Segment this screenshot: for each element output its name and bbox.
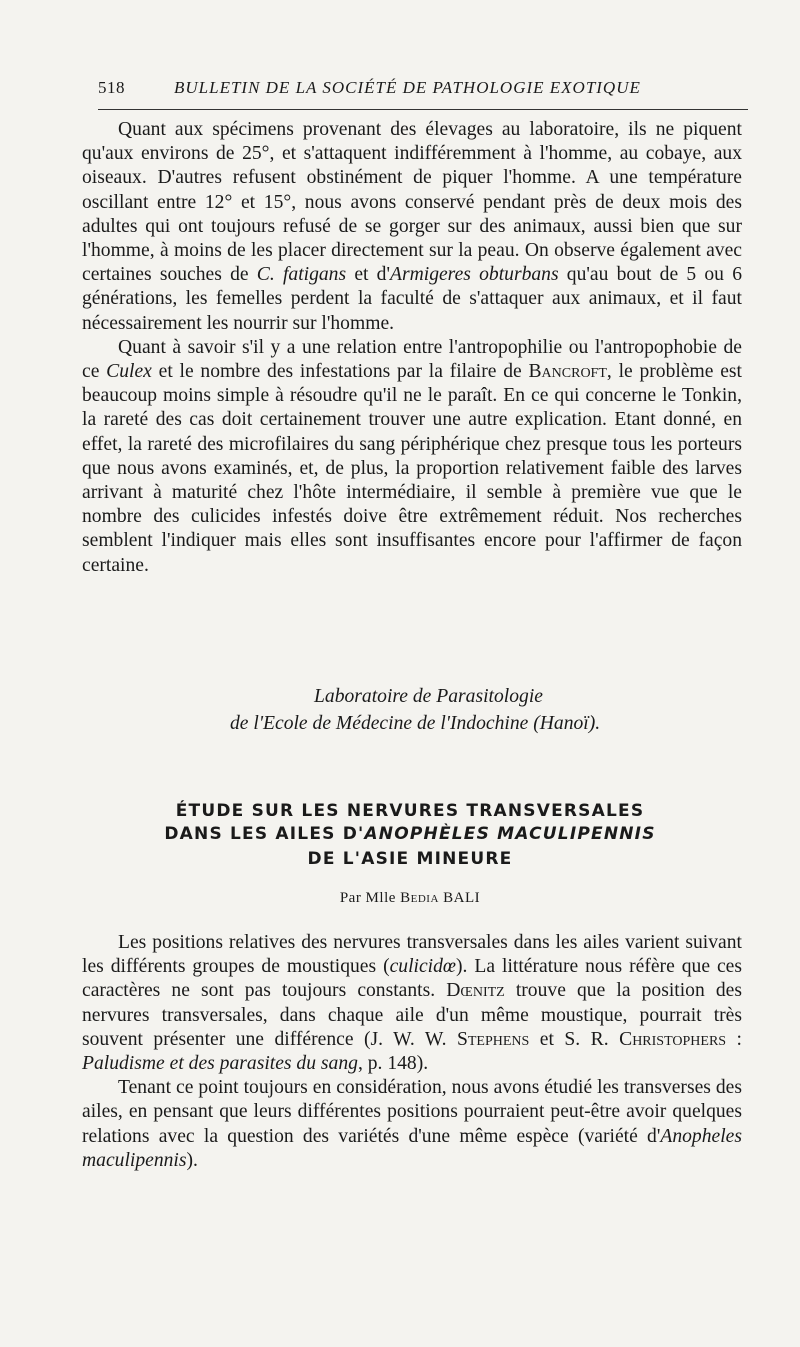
article1-body (82, 118, 742, 578)
signature-line-2: de l'Ecole de Médecine de l'Indochine (Hanoï). (230, 713, 601, 734)
article2-paragraph-1: Les positions relatives des nervures transversales dans les ailes varient suivant les différents groupes de moustiques (culicidœ). La littérature nous réfère que ces caractères ne sont pas toujours constants. Dœnitz trouve que la position des nervures transversales, dans chaque aile d'un même moustique, pourrait très souvent présenter une différence (J. W. W. Stephens et S. R. Christophers : Paludisme et des parasites du sang, p. 148). (82, 932, 742, 1075)
article2-paragraph-2: Tenant ce point toujours en considération, nous avons étudié les transverses des ailes, en pensant que leurs différentes positions pourraient peut-être avoir quelques relations avec la question des variétés d'une même espèce (variété d'Anopheles maculipennis). (82, 1077, 742, 1171)
signature-line-1: Laboratoire de Parasitologie (314, 686, 543, 707)
article2-title-line-3: DE L'ASIE MINEURE (307, 849, 513, 869)
article2-title-line-2: DANS LES AILES D'ANOPHÈLES MACULIPENNIS (164, 824, 656, 844)
article2-body (82, 931, 742, 1173)
article2-author: Par Mlle Bedia BALI (339, 890, 481, 906)
article1-paragraph-1: Quant aux spécimens provenant des élevages au laboratoire, ils ne piquent qu'aux environs de 25°, et s'attaquent indifféremment à l'homme, au cobaye, aux oiseaux. D'autres refusent obstinément de piquer l'homme. A une température oscillant entre 12° et 15°, nous avons conservé pendant près de deux mois des adultes qui ont toujours refusé de se gorger sur des animaux, aussi bien que sur l'homme, à moins de les placer directement sur la peau. On observe également avec certaines souches de C. fatigans et d'Armigeres obturbans qu'au bout de 5 ou 6 générations, les femelles perdent la faculté de s'attaquer aux animaux, et il faut nécessairement les nourrir sur l'homme. (82, 119, 742, 334)
journal-title: BULLETIN DE LA SOCIÉTÉ DE PATHOLOGIE EXOTIQUE (174, 78, 641, 97)
header-rule (98, 109, 748, 110)
page-number: 518 (98, 78, 125, 97)
article2-title-line-1: ÉTUDE SUR LES NERVURES TRANSVERSALES (175, 801, 645, 821)
article1-paragraph-2: Quant à savoir s'il y a une relation entre l'antropophilie ou l'antropophobie de ce Culex et le nombre des infestations par la filaire de Bancroft, le problème est beaucoup moins simple à résoudre qu'il ne le paraît. En ce qui concerne le Tonkin, la rareté des cas doit certainement trouver une autre explication. Etant donné, en effet, la rareté des microfilaires du sang périphérique chez presque tous les porteurs que nous avons examinés, et, de plus, la proportion relativement faible des larves arrivant à maturité chez l'hôte intermédiaire, il semble à première vue que le nombre des culicides infestés doive être extrêmement réduit. Nos recherches semblent l'indiquer mais elles sont insuffisantes encore pour l'affirmer de façon certaine. (82, 336, 742, 576)
